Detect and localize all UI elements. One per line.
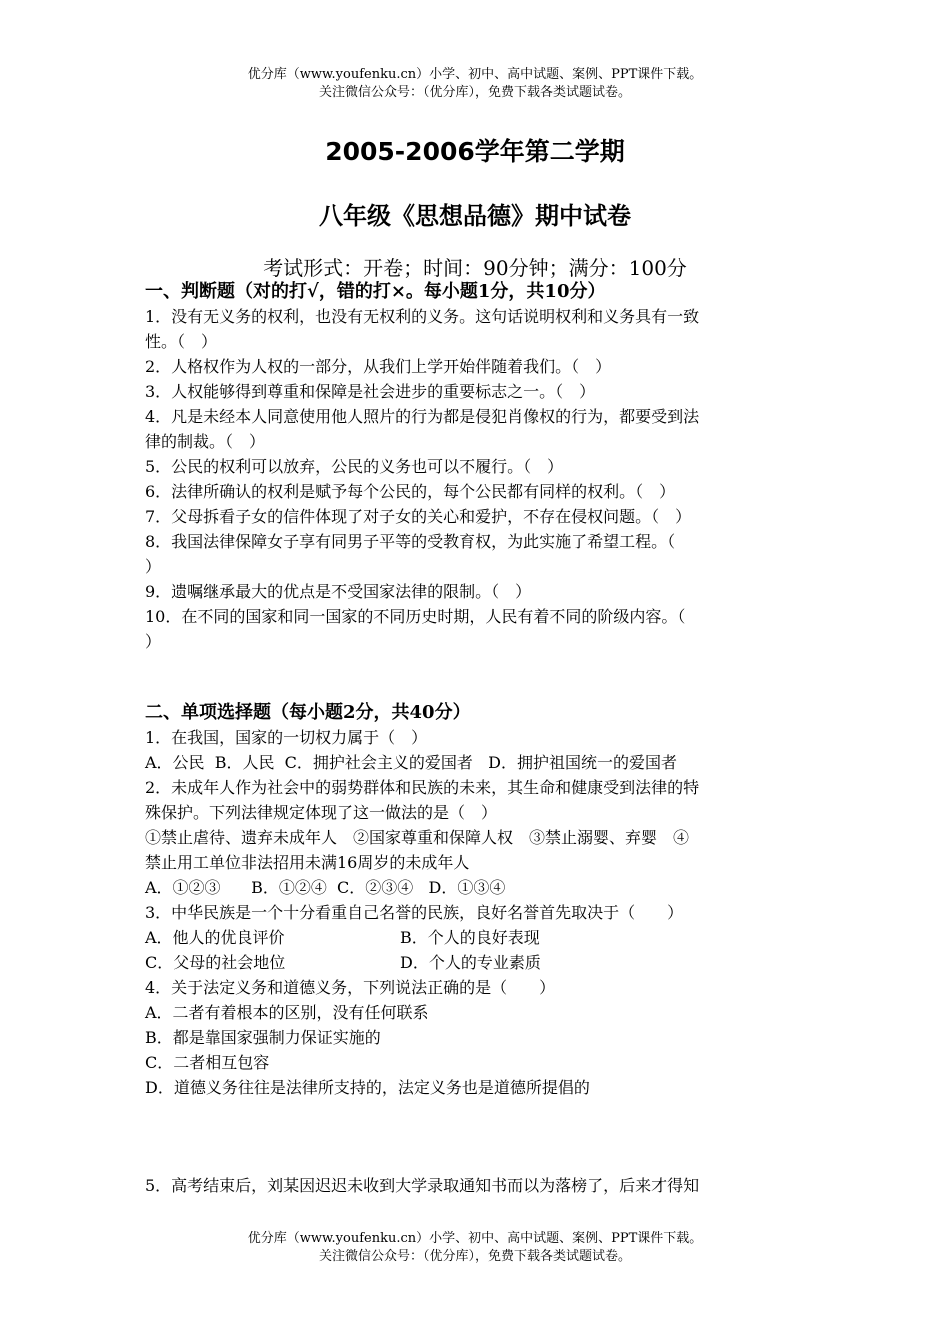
question-line: 5．高考结束后，刘某因迟迟未收到大学录取通知书而以为落榜了，后来才得知 xyxy=(145,1176,700,1195)
exam-title-term: 2005-2006学年第二学期 xyxy=(325,137,625,166)
option-row xyxy=(145,925,810,950)
question-line: 1．在我国，国家的一切权力属于（ ） xyxy=(145,728,428,747)
question-line: 2．未成年人作为社会中的弱势群体和民族的未来，其生命和健康受到法律的特 xyxy=(145,778,700,797)
header-line-1: 优分库（www.youfenku.cn）小学、初中、高中试题、案例、PPT课件下载。 xyxy=(247,67,703,82)
question-line: 5．公民的权利可以放弃，公民的义务也可以不履行。（ ） xyxy=(145,457,564,476)
exam-title-subject: 八年级《思想品德》期中试卷 xyxy=(319,202,631,230)
question-line: A．公民 B．人民 C．拥护社会主义的爱国者 D．拥护祖国统一的爱国者 xyxy=(145,753,677,772)
question-line: 7．父母拆看子女的信件体现了对子女的关心和爱护，不存在侵权问题。（ ） xyxy=(145,507,692,526)
question-line: 6．法律所确认的权利是赋予每个公民的，每个公民都有同样的权利。（ ） xyxy=(145,482,676,501)
page-footer xyxy=(0,1230,950,1266)
question-line: 律的制裁。（ ） xyxy=(145,432,266,451)
question-line: 殊保护。下列法律规定体现了这一做法的是（ ） xyxy=(145,803,498,822)
section-true-false xyxy=(145,279,810,654)
exam-info: 考试形式：开卷；时间：90分钟；满分：100分 xyxy=(263,256,687,280)
section-heading: 二、单项选择题（每小题2分，共40分） xyxy=(145,702,471,723)
question-line: 性。（ ） xyxy=(145,332,218,351)
question-line: 1．没有无义务的权利，也没有无权利的义务。这句话说明权利和义务具有一致 xyxy=(145,307,700,326)
question-line: ） xyxy=(145,557,162,576)
question-line: B．都是靠国家强制力保证实施的 xyxy=(145,1028,381,1047)
question-line: 4．凡是未经本人同意使用他人照片的行为都是侵犯肖像权的行为，都要受到法 xyxy=(145,407,700,426)
question-line: C．二者相互包容 xyxy=(145,1053,270,1072)
option: D．个人的专业素质 xyxy=(400,953,541,972)
footer-line-2: 关注微信公众号：（优分库），免费下载各类试题试卷。 xyxy=(318,1249,631,1264)
question-line: D．道德义务往往是法律所支持的，法定义务也是道德所提倡的 xyxy=(145,1078,590,1097)
question-line: 8．我国法律保障女子享有同男子平等的受教育权，为此实施了希望工程。（ xyxy=(145,532,676,551)
section-heading: 一、判断题（对的打√，错的打×。每小题1分，共10分） xyxy=(145,281,606,302)
footer-line-1: 优分库（www.youfenku.cn）小学、初中、高中试题、案例、PPT课件下载。 xyxy=(247,1231,703,1246)
header-line-2: 关注微信公众号：（优分库），免费下载各类试题试卷。 xyxy=(318,85,631,100)
option: A．他人的优良评价 xyxy=(145,928,285,947)
question-line: A．二者有着根本的区别，没有任何联系 xyxy=(145,1003,429,1022)
question-line: ①禁止虐待、遗弃未成年人 ②国家尊重和保障人权 ③禁止溺婴、弃婴 ④ xyxy=(145,828,690,847)
page-header xyxy=(0,66,950,102)
question-line: 2．人格权作为人权的一部分，从我们上学开始伴随着我们。（ ） xyxy=(145,357,612,376)
question-line: 4．关于法定义务和道德义务，下列说法正确的是（ ） xyxy=(145,978,556,997)
option: C．父母的社会地位 xyxy=(145,953,286,972)
section-multiple-choice xyxy=(145,700,810,1100)
question-line: 3．人权能够得到尊重和保障是社会进步的重要标志之一。（ ） xyxy=(145,382,596,401)
question-line: 10．在不同的国家和同一国家的不同历史时期，人民有着不同的阶级内容。（ xyxy=(145,607,686,626)
section-continued xyxy=(145,1173,810,1198)
question-line: A．①②③ B．①②④ C．②③④ D．①③④ xyxy=(145,878,506,897)
option-row xyxy=(145,950,810,975)
question-line: 禁止用工单位非法招用未满16周岁的未成年人 xyxy=(145,853,470,872)
question-line: 3．中华民族是一个十分看重自己名誉的民族，良好名誉首先取决于（ ） xyxy=(145,903,684,922)
question-line: 9．遗嘱继承最大的优点是不受国家法律的限制。（ ） xyxy=(145,582,532,601)
option: B．个人的良好表现 xyxy=(400,928,540,947)
question-line: ） xyxy=(145,632,162,651)
